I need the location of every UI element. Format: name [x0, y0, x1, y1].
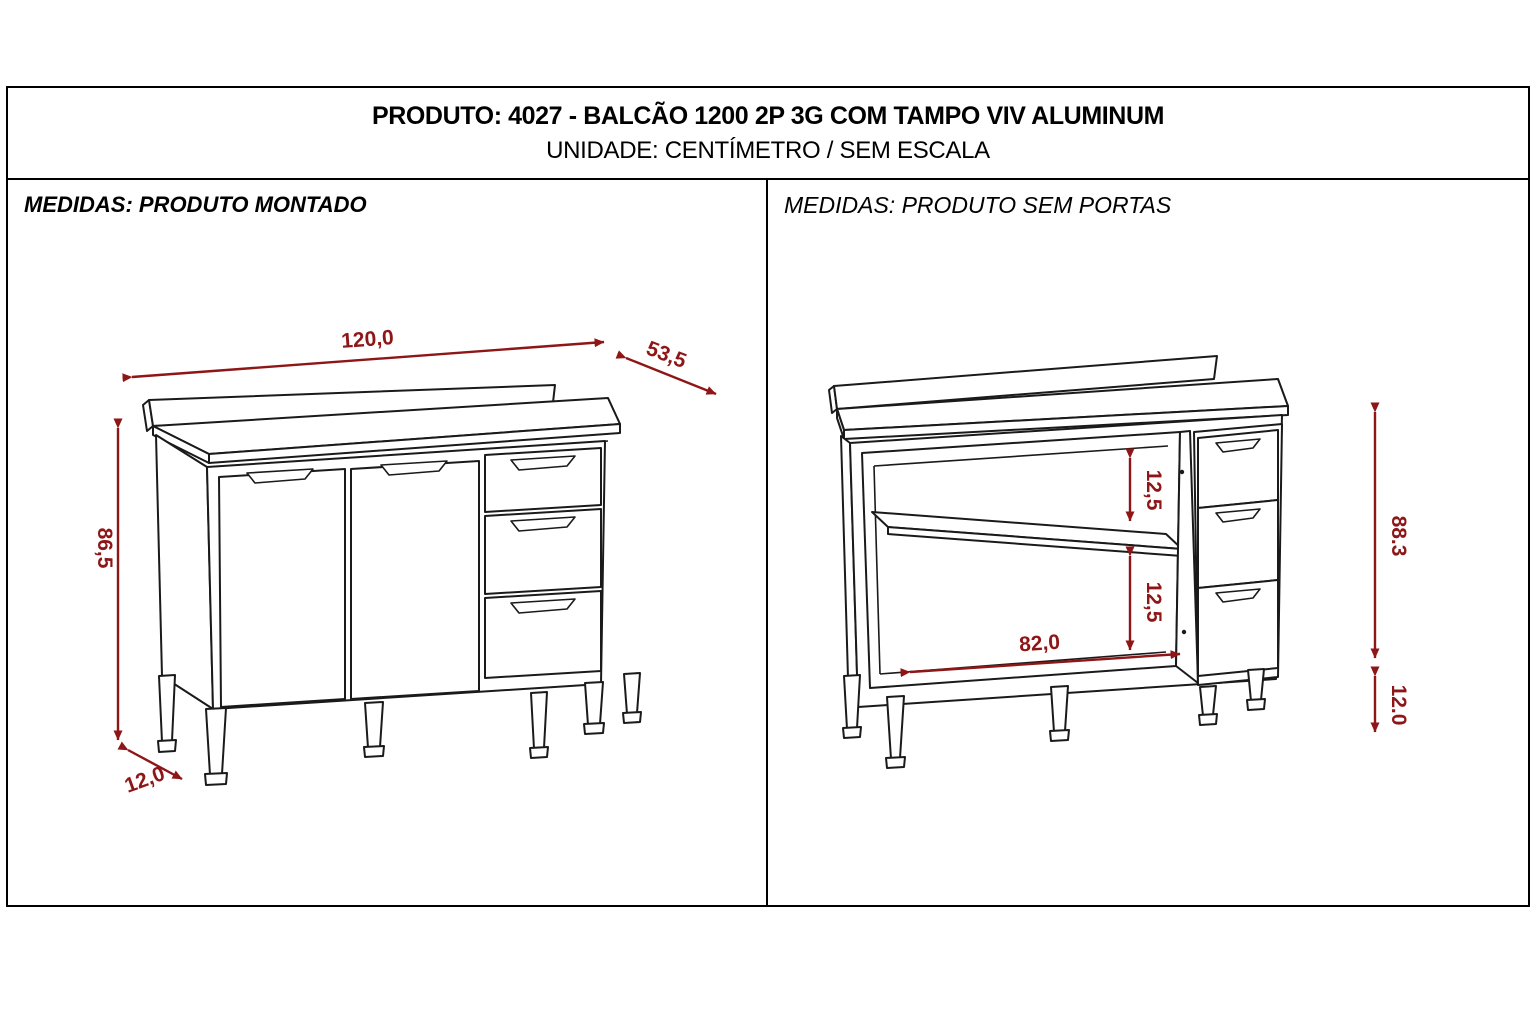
panel-assembled-title: MEDIDAS: PRODUTO MONTADO [24, 192, 367, 217]
leg [364, 702, 384, 757]
drawers [1194, 424, 1282, 685]
shelf-pin-hole [1182, 630, 1186, 634]
dim-body-height-label: 88.3 [1387, 515, 1410, 557]
leg [843, 675, 861, 738]
drawing-panels [8, 180, 1528, 905]
dim-leg-height-label: 12.0 [1387, 684, 1410, 726]
dimension-leg-height [1375, 676, 1410, 732]
leg [886, 696, 905, 768]
open-cabinet-drawing [768, 180, 1526, 905]
shelf-pin-hole [1180, 470, 1184, 474]
dim-upper-gap-label: 12,5 [1142, 469, 1165, 511]
panel-no-doors [768, 180, 1528, 905]
leg [1050, 686, 1069, 741]
leg [530, 692, 548, 758]
panel-no-doors-title: MEDIDAS: PRODUTO SEM PORTAS [784, 192, 1172, 218]
dim-internal-width-label: 82,0 [1018, 630, 1061, 657]
dim-lower-gap-label: 12,5 [1142, 581, 1165, 623]
panel-assembled [8, 180, 768, 905]
leg [623, 673, 641, 723]
dimension-body-height [1375, 412, 1410, 658]
spec-sheet [6, 86, 1530, 907]
dimension-width [132, 326, 604, 377]
sheet-header [8, 88, 1528, 180]
dimension-height [93, 428, 118, 740]
leg [158, 675, 176, 752]
dimension-leg-height [122, 750, 182, 798]
dim-width-label: 120,0 [340, 326, 395, 353]
leg [1199, 686, 1217, 725]
drawers [485, 448, 601, 678]
unit-note: UNIDADE: CENTÍMETRO / SEM ESCALA [546, 136, 990, 164]
assembled-cabinet-drawing [8, 180, 768, 905]
product-title: PRODUTO: 4027 - BALCÃO 1200 2P 3G COM TAMPO VIV ALUMINUM [371, 101, 1165, 130]
leg [1247, 669, 1265, 710]
dim-height-label: 86,5 [93, 527, 116, 569]
dim-leg-height-label: 12,0 [121, 762, 168, 798]
leg [584, 682, 604, 734]
dimension-depth [626, 337, 716, 394]
leg [205, 708, 227, 785]
dim-depth-label: 53,5 [643, 336, 690, 373]
door-left [219, 469, 345, 707]
door-right [351, 461, 479, 699]
